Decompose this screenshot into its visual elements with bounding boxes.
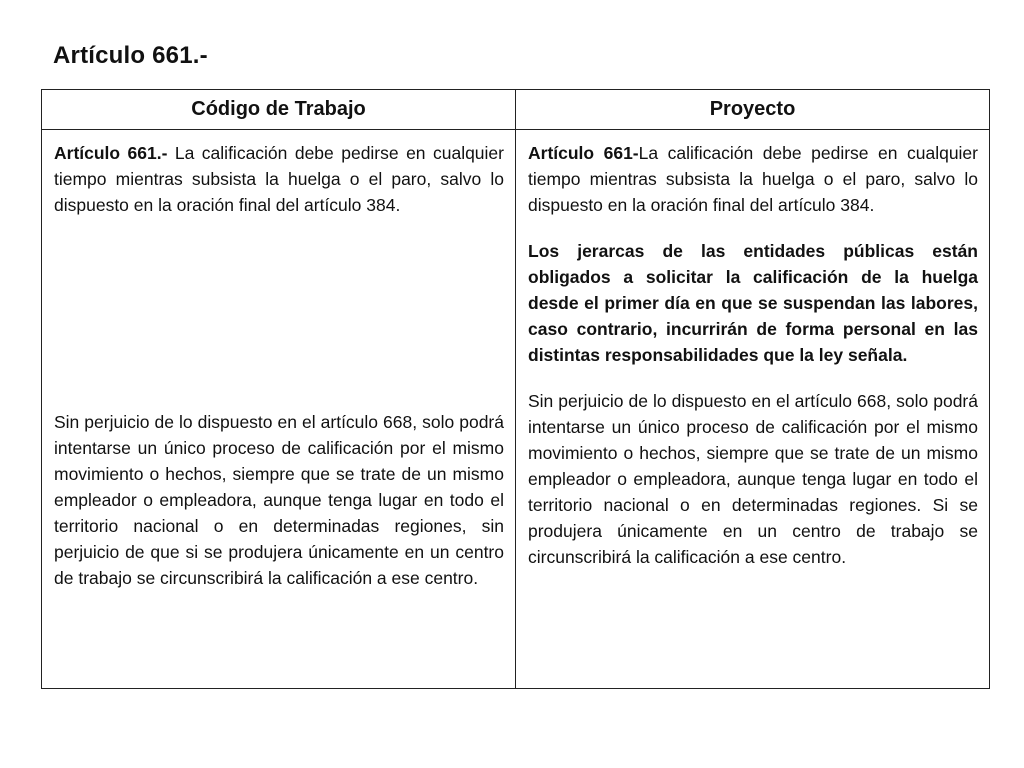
left-paragraph-1: [54, 140, 504, 218]
table-body-row: [42, 130, 990, 689]
left-paragraph-2: Sin perjuicio de lo dispuesto en el artículo 668, solo podrá intentarse un único proceso de calificación por el mismo movimiento o hechos, siempre que se trate de un mismo empleador o empleadora, aunque tenga lugar en todo el territorio nacional o en determinadas regiones, sin perjuicio de que si se produjera únicamente en un centro de trabajo se circunscribirá la calificación a ese centro.: [54, 412, 504, 588]
cell-codigo-de-trabajo: [42, 130, 516, 689]
right-paragraph-1-text: La calificación debe pedirse en cualquier tiempo mientras subsista la huelga o el paro, salvo lo dispuesto en la oración final del artículo 384.: [528, 143, 978, 215]
right-article-lead: Artículo 661-: [528, 143, 639, 163]
left-article-lead: Artículo 661.-: [54, 143, 168, 163]
comparison-table: [41, 89, 990, 689]
header-codigo-de-trabajo: Código de Trabajo: [42, 90, 516, 130]
right-paragraph-2: Sin perjuicio de lo dispuesto en el artículo 668, solo podrá intentarse un único proceso de calificación por el mismo movimiento o hechos, siempre que se trate de un mismo empleador o empleadora, aunque tenga lugar en todo el territorio nacional o en determinadas regiones. Si se produjera únicamente en un centro de trabajo se circunscribirá la calificación a ese centro.: [528, 391, 978, 567]
header-proyecto: Proyecto: [516, 90, 990, 130]
table-header-row: [42, 90, 990, 130]
page-title: Artículo 661.-: [53, 42, 208, 69]
cell-proyecto: [516, 130, 990, 689]
right-bold-addition: Los jerarcas de las entidades públicas están obligados a solicitar la calificación de la huelga desde el primer día en que se suspendan las labores, caso contrario, incurrirán de forma personal en las distintas responsabilidades que la ley señala.: [528, 241, 978, 365]
right-paragraph-1: [528, 140, 978, 218]
left-paragraph-1-text: La calificación debe pedirse en cualquier tiempo mientras subsista la huelga o el paro, salvo lo dispuesto en la oración final del artículo 384.: [54, 143, 504, 215]
